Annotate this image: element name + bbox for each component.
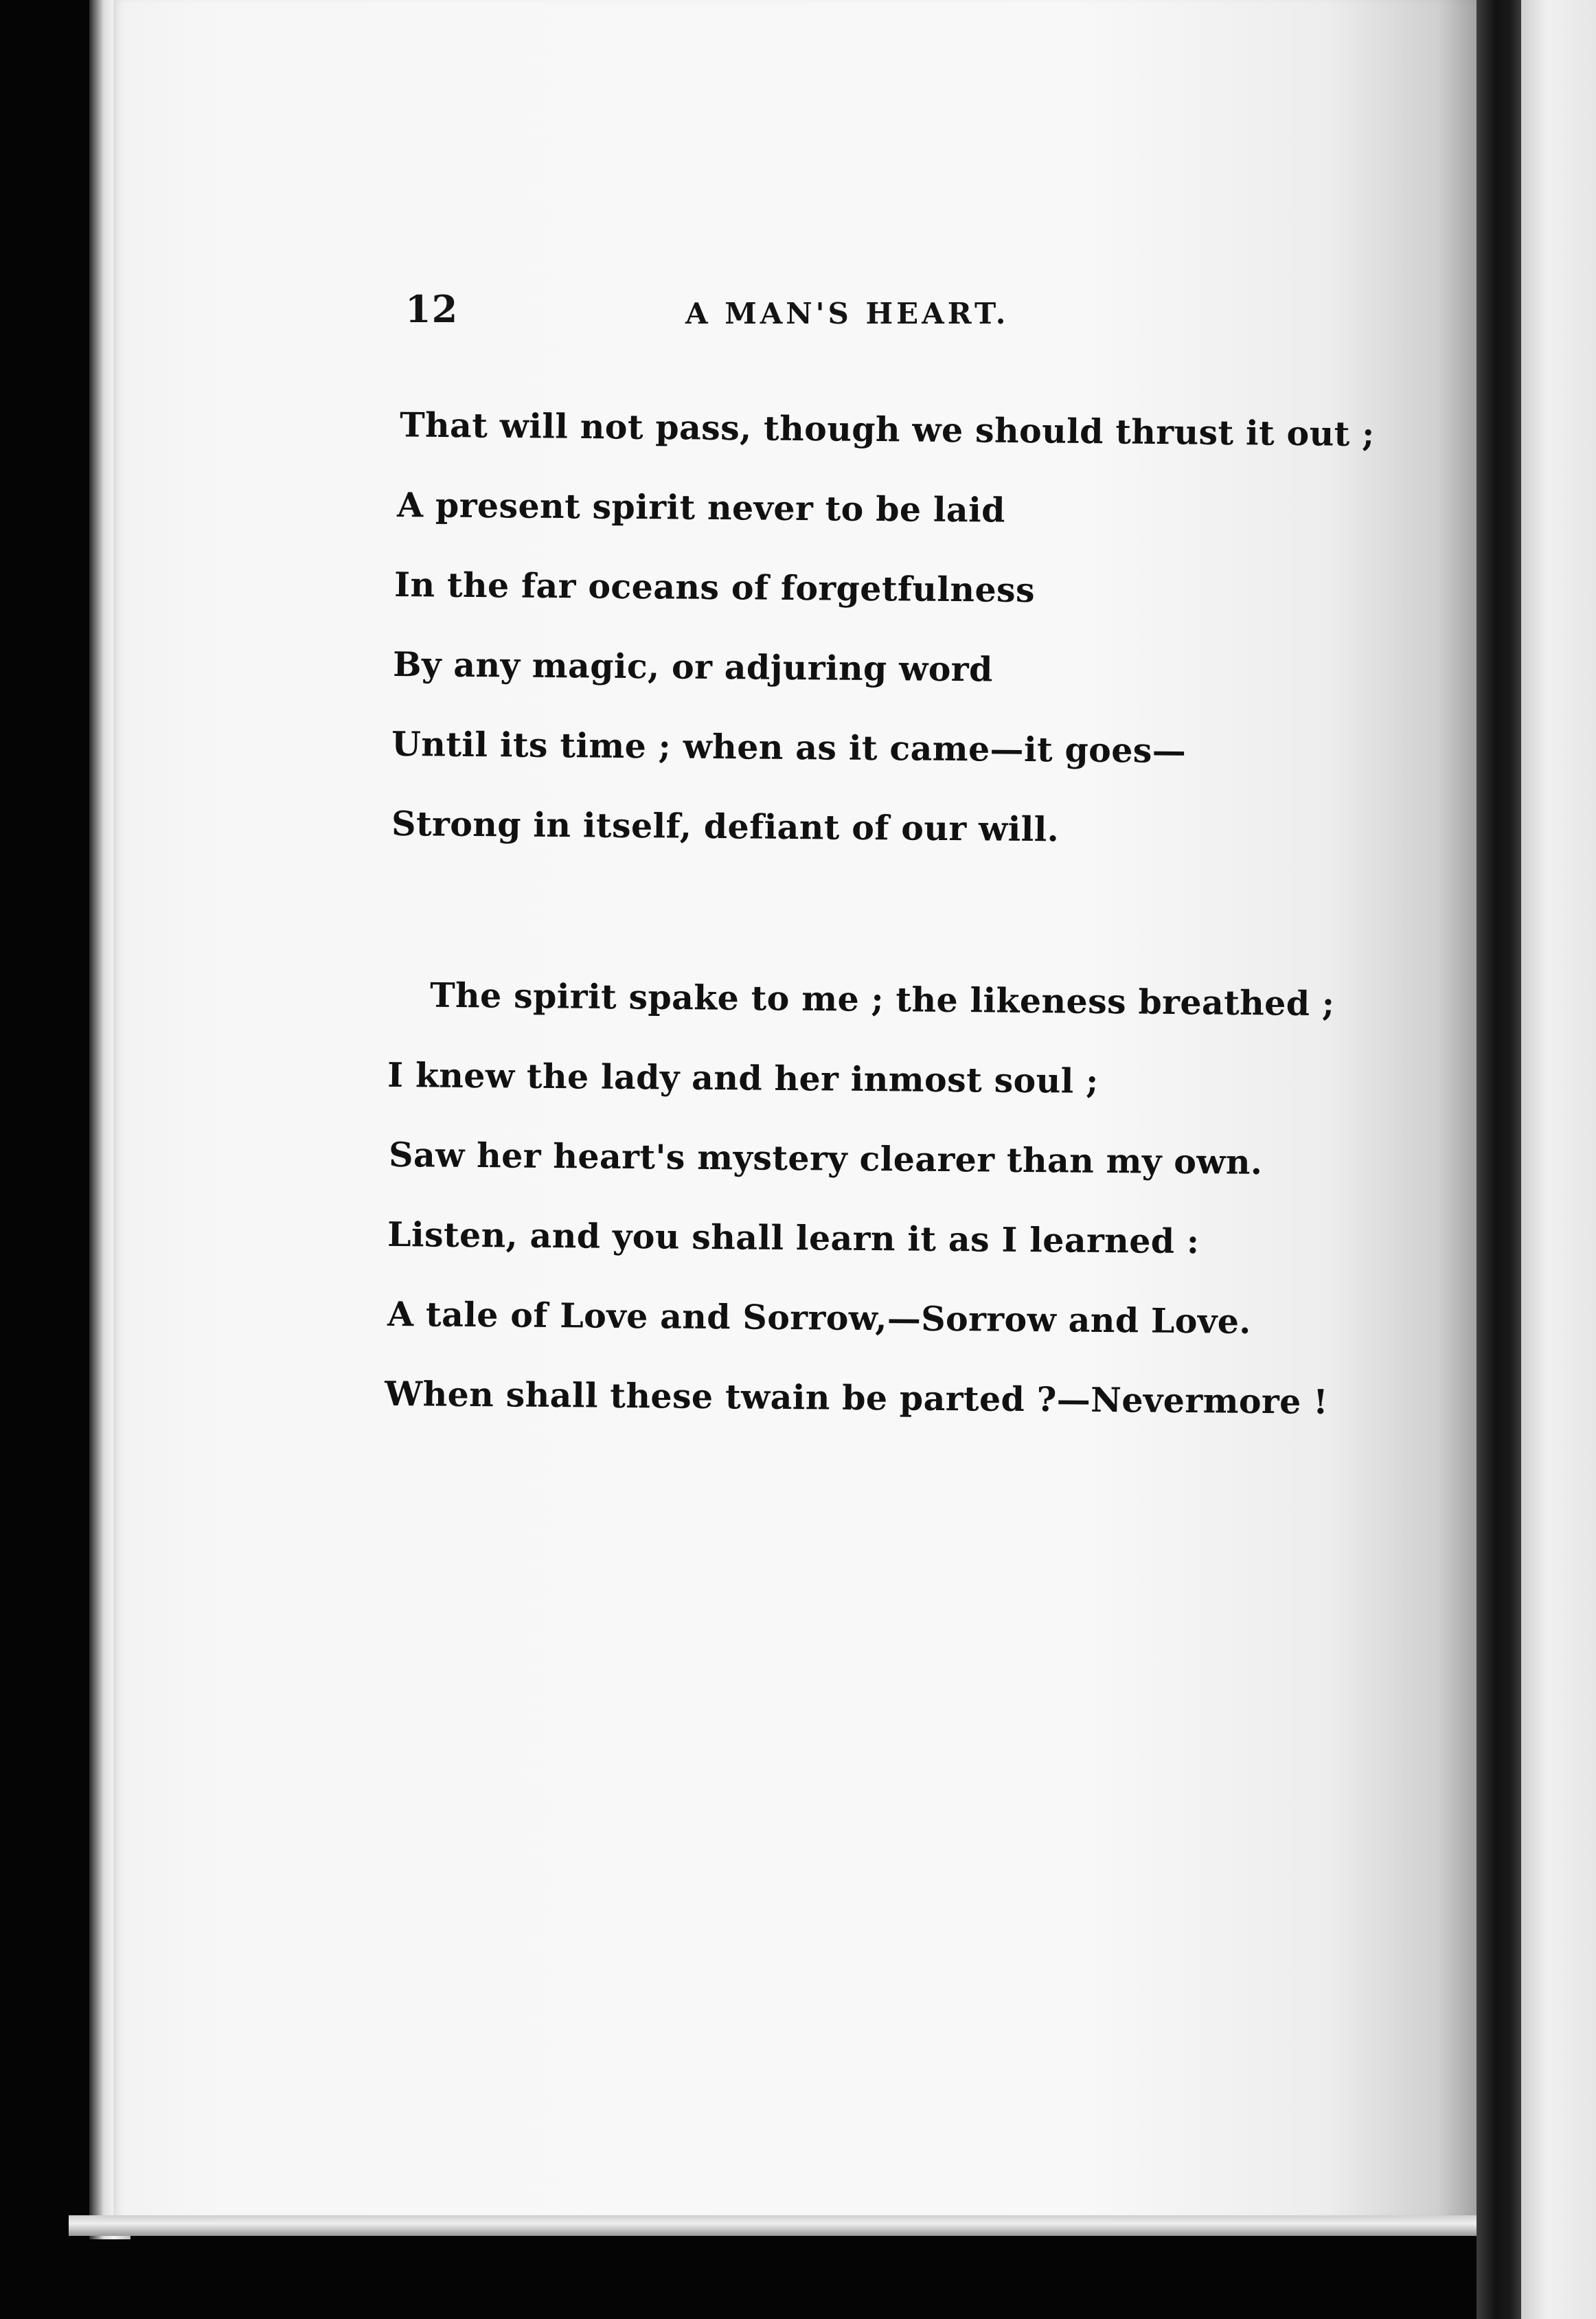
verse-line: A present spirit never to be laid xyxy=(396,484,1006,530)
verse-line: Until its time ; when as it came—it goes— xyxy=(391,723,1187,771)
verse-line: When shall these twain be parted ?—Nevermore ! xyxy=(384,1373,1329,1422)
verse-line: Listen, and you shall learn it as I learned : xyxy=(387,1214,1200,1262)
book-gutter xyxy=(1477,0,1525,2319)
stanza-1 xyxy=(385,402,1375,880)
page-header xyxy=(405,287,1435,335)
verse-line: That will not pass, though we should thrust it out ; xyxy=(399,405,1375,455)
page-number: 12 xyxy=(405,287,459,331)
verse-line: In the far oceans of forgetfulness xyxy=(394,564,1036,611)
verse-line: By any magic, or adjuring word xyxy=(392,644,993,690)
running-head: A MAN'S HEART. xyxy=(685,297,1010,330)
verse-line: I knew the lady and her inmost soul ; xyxy=(387,1054,1099,1101)
verse-line: A tale of Love and Sorrow,—Sorrow and Love. xyxy=(387,1293,1252,1342)
verse-line: Strong in itself, defiant of our will. xyxy=(391,803,1060,850)
verse-line: Saw her heart's mystery clearer than my own. xyxy=(388,1134,1263,1183)
verse-line: The spirit spake to me ; the likeness breathed ; xyxy=(429,975,1335,1024)
stanza-2 xyxy=(385,972,1346,1450)
page-bottom-edge xyxy=(69,2215,1497,2236)
facing-page-edge xyxy=(1521,0,1596,2319)
